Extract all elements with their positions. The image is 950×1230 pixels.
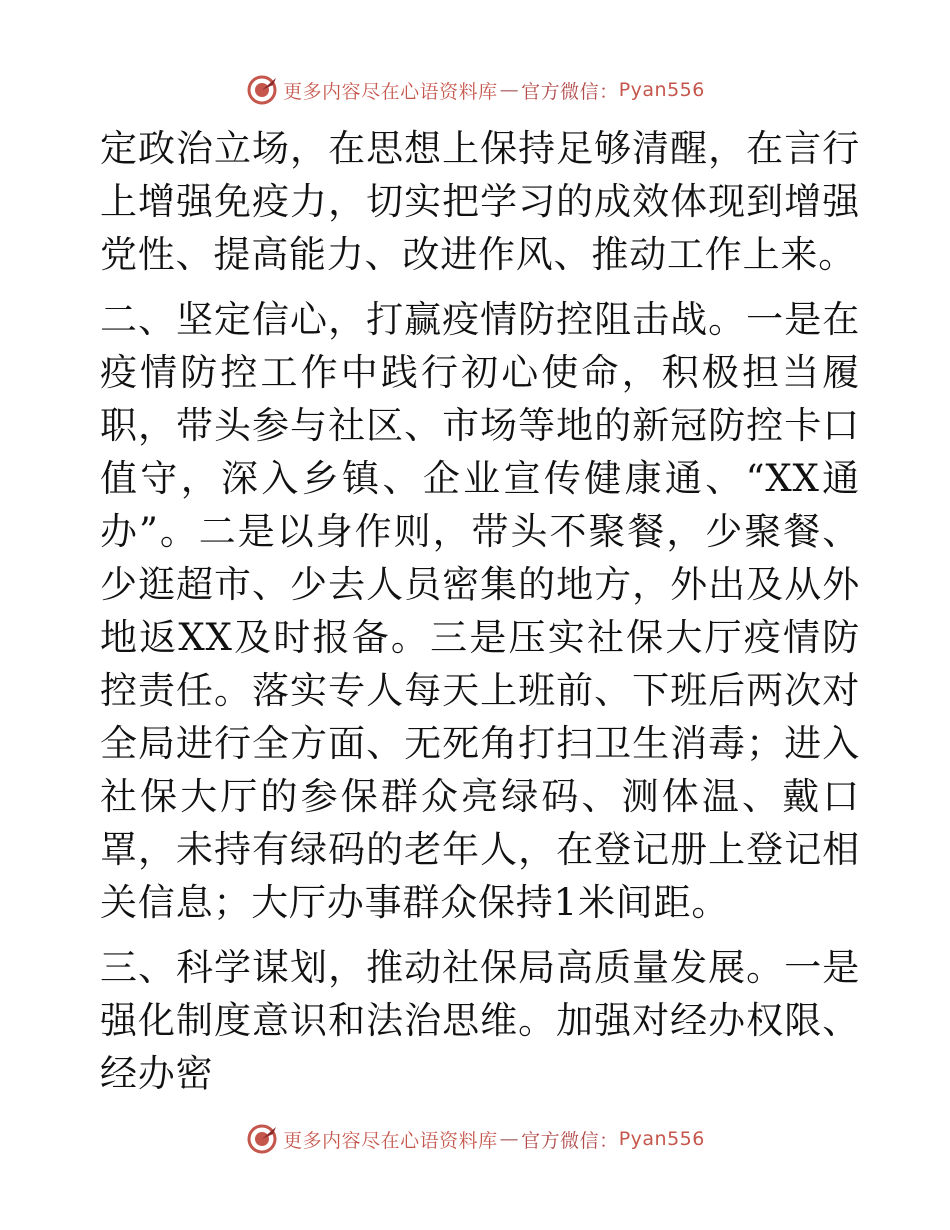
document-body bbox=[100, 122, 860, 1112]
pen-logo-icon bbox=[245, 1122, 279, 1156]
watermark-dash: — bbox=[499, 79, 520, 101]
paragraph-1: 定政治立场，在思想上保持足够清醒，在言行上增强免疫力，切实把学习的成效体现到增强党性、提高能力、改进作风、推动工作上来。 bbox=[100, 127, 860, 276]
watermark-wechat-id: Pyan556 bbox=[618, 1128, 705, 1150]
header-watermark bbox=[0, 70, 950, 110]
paragraph-3: 三、科学谋划，推动社保局高质量发展。一是强化制度意识和法治思维。加强对经办权限、经办密 bbox=[100, 946, 860, 1095]
watermark-label: 官方微信： bbox=[521, 1129, 619, 1152]
pen-logo-icon bbox=[245, 73, 279, 107]
paragraph-2: 二、坚定信心，打赢疫情防控阻击战。一是在疫情防控工作中践行初心使命，积极担当履职，带头参与社区、市场等地的新冠防控卡口值守，深入乡镇、企业宣传健康通、“XX通办”。二是以身作则，带头不聚餐，少聚餐、少逛超市、少去人员密集的地方，外出及从外地返XX及时报备。三是压实社保大厅疫情防控责任。落实专人每天上班前、下班后两次对全局进行全方面、无死角打扫卫生消毒；进入社保大厅的参保群众亮绿码、测体温、戴口罩，未持有绿码的老年人，在登记册上登记相关信息；大厅办事群众保持1米间距。 bbox=[100, 298, 860, 924]
watermark-dash: — bbox=[499, 1128, 520, 1150]
watermark-text: 更多内容尽在心语资料库 bbox=[283, 80, 498, 103]
watermark-text: 更多内容尽在心语资料库 bbox=[283, 1129, 498, 1152]
watermark-label: 官方微信： bbox=[521, 80, 619, 103]
watermark-wechat-id: Pyan556 bbox=[618, 79, 705, 101]
footer-watermark bbox=[0, 1119, 950, 1159]
